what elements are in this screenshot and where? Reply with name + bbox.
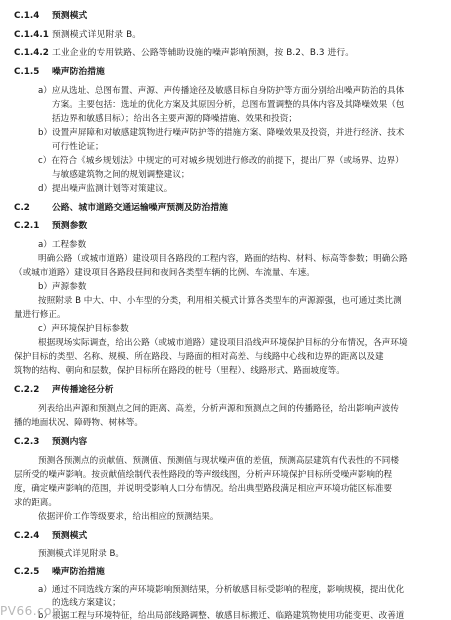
paragraph: 播的地面状况、障碍物、树林等。 bbox=[14, 418, 143, 428]
list-item: b）设置声屏障和对敏感建筑物进行噪声防护等的措施方案、降噪效果及投资，并进行经济、技术 bbox=[38, 128, 405, 138]
list-item: b）声源参数 bbox=[38, 282, 87, 292]
section-heading: C.1.5 噪声防治措施 bbox=[14, 67, 105, 77]
paragraph: 筑物的结构、朝向和层数，保护目标所在路段的桩号（里程）、线路形式、路面坡度等。 bbox=[14, 366, 345, 376]
paragraph: 按照附录 B 中大、中、小车型的分类，利用相关模式计算各类型车的声源源强，也可通过类比测 bbox=[38, 296, 402, 306]
section-heading: C.1.4.1 预测模式详见附录 B。 bbox=[14, 30, 142, 40]
list-item-continuation: 与敏感建筑物之间的规划调整建议； bbox=[52, 170, 190, 180]
section-heading: C.2.4 预测模式 bbox=[14, 531, 88, 541]
section-heading: C.1.4.2 工业企业的专用铁路、公路等辅助设施的噪声影响预测，按 B.2、B.3 进行。 bbox=[14, 48, 355, 58]
list-item-continuation: 的选线方案建议； bbox=[52, 598, 121, 608]
section-heading: C.2.2 声传播途径分析 bbox=[14, 385, 114, 395]
watermark-text: PV66.com bbox=[0, 604, 65, 618]
list-item: a）工程参数 bbox=[38, 240, 87, 250]
paragraph: 度，确定噪声影响的范围，并说明受影响人口分布情况。给出典型路段满足相应声环境功能区标准要 bbox=[14, 484, 393, 494]
list-item: c）声环境保护目标参数 bbox=[38, 324, 129, 334]
list-item-continuation: 括边界和敏感目标）；给出各主要声源的降噪措施、效果和投资； bbox=[52, 114, 297, 124]
section-heading: C.2 公路、城市道路交通运输噪声预测及防治措施 bbox=[14, 203, 228, 213]
paragraph: 明确公路（或城市道路）建设项目各路段的工程内容，路面的结构、材料、标高等参数；明确公路 bbox=[38, 254, 408, 264]
paragraph: 列表给出声源和预测点之间的距离、高差，分析声源和预测点之间的传播路径，给出影响声波传 bbox=[38, 404, 399, 414]
paragraph: 根据现场实际调查，给出公路（或城市道路）建设项目沿线声环境保护目标的分布情况，各声环境 bbox=[38, 338, 408, 348]
paragraph: 求的距离。 bbox=[14, 498, 57, 508]
list-item-continuation: 可行性论证； bbox=[52, 142, 104, 152]
paragraph: 保护目标的类型、名称、规模、所在路段、与路面的相对高差、与线路中心线和边界的距离以及建 bbox=[14, 352, 384, 362]
list-item: a）应从选址、总图布置、声源、声传播途径及敏感目标自身防护等方面分别给出噪声防治的具体 bbox=[38, 86, 405, 96]
list-item-continuation: 方案。主要包括：选址的优化方案及其原因分析，总图布置调整的具体内容及其降噪效果（包 bbox=[52, 100, 405, 110]
paragraph: 预测模式详见附录 B。 bbox=[38, 549, 124, 559]
section-heading: C.2.1 预测参数 bbox=[14, 221, 88, 231]
paragraph: 量进行修正。 bbox=[14, 310, 66, 320]
paragraph: 预测各预测点的贡献值、预测值、预测值与现状噪声值的差值，预测高层建筑有代表性的不同楼 bbox=[38, 456, 399, 466]
section-heading: C.1.4 预测模式 bbox=[14, 11, 88, 21]
list-item: d）提出噪声监测计划等对策建议。 bbox=[38, 184, 173, 194]
paragraph: （或城市道路）建设项目各路段昼间和夜间各类型车辆的比例、车流量、车速。 bbox=[14, 268, 315, 278]
section-heading: C.2.3 预测内容 bbox=[14, 437, 88, 447]
section-heading: C.2.5 噪声防治措施 bbox=[14, 567, 105, 577]
paragraph: 依据评价工作等级要求，给出相应的预测结果。 bbox=[38, 512, 219, 522]
list-item: c）在符合《城乡规划法》中规定的可对城乡规划进行修改的前提下，提出厂界（或场界、边界） bbox=[38, 156, 404, 166]
list-item: b）根据工程与环境特征，给出局部线路调整、敏感目标搬迁、临路建筑物使用功能变更、改善道 bbox=[38, 611, 405, 620]
paragraph: 层所受的噪声影响。按贡献值绘制代表性路段的等声级线图，分析声环境保护目标所受噪声影响的程 bbox=[14, 470, 393, 480]
list-item: a）通过不同选线方案的声环境影响预测结果，分析敏感目标受影响的程度，影响规模，提出优化 bbox=[38, 585, 405, 595]
